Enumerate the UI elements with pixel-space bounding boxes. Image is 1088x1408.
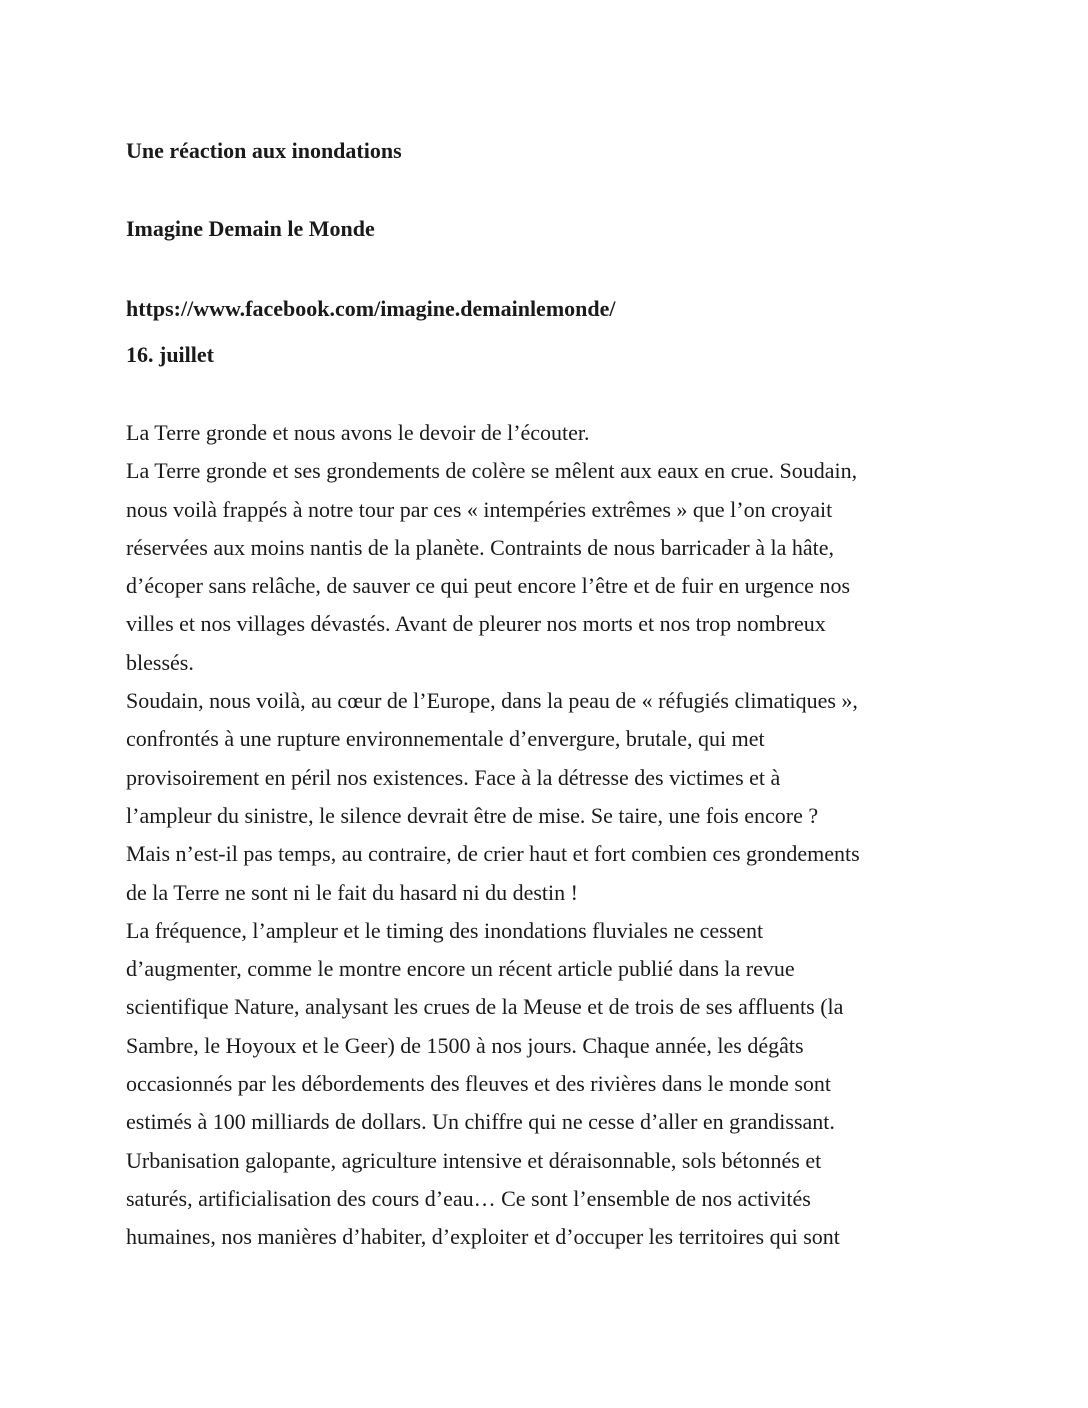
body-line: Mais n’est-il pas temps, au contraire, de crier haut et fort combien ces grondements (126, 841, 860, 867)
document-title: Une réaction aux inondations (126, 138, 402, 163)
document-url: https://www.facebook.com/imagine.demainlemonde/ (126, 296, 616, 321)
body-line: La Terre gronde et nous avons le devoir de l’écouter. (126, 420, 590, 445)
body-line: La Terre gronde et ses grondements de colère se mêlent aux eaux en crue. Soudain, (126, 458, 858, 484)
body-line: d’écoper sans relâche, de sauver ce qui peut encore l’être et de fuir en urgence nos (126, 573, 851, 599)
body-line: d’augmenter, comme le montre encore un récent article publié dans la revue (126, 956, 795, 982)
document-body (126, 414, 966, 1257)
body-line: La fréquence, l’ampleur et le timing des inondations fluviales ne cessent (126, 917, 764, 943)
document-author: Imagine Demain le Monde (126, 216, 375, 241)
body-line: villes et nos villages dévastés. Avant de pleurer nos morts et nos trop nombreux (126, 611, 826, 637)
body-line: provisoirement en péril nos existences. Face à la détresse des victimes et à (126, 764, 781, 790)
body-line: confrontés à une rupture environnementale d’envergure, brutale, qui met (126, 726, 765, 752)
body-line: nous voilà frappés à notre tour par ces « intempéries extrêmes » que l’on croyait (126, 496, 833, 522)
body-line: Sambre, le Hoyoux et le Geer) de 1500 à nos jours. Chaque année, les dégâts (126, 1032, 804, 1058)
body-line: saturés, artificialisation des cours d’eau… Ce sont l’ensemble de nos activités (126, 1185, 811, 1211)
body-line: Soudain, nous voilà, au cœur de l’Europe, dans la peau de « réfugiés climatiques », (126, 688, 858, 714)
body-line: réservées aux moins nantis de la planète. Contraints de nous barricader à la hâte, (126, 534, 835, 560)
body-line: estimés à 100 milliards de dollars. Un chiffre qui ne cesse d’aller en grandissant. (126, 1109, 835, 1135)
body-line: l’ampleur du sinistre, le silence devrait être de mise. Se taire, une fois encore ? (126, 802, 819, 828)
body-line: Urbanisation galopante, agriculture intensive et déraisonnable, sols bétonnés et (126, 1147, 822, 1173)
body-line: humaines, nos manières d’habiter, d’exploiter et d’occuper les territoires qui sont (126, 1224, 840, 1250)
body-line: de la Terre ne sont ni le fait du hasard ni du destin ! (126, 879, 578, 905)
document-date: 16. juillet (126, 342, 214, 367)
body-line: occasionnés par les débordements des fleuves et des rivières dans le monde sont (126, 1071, 832, 1097)
body-line: blessés. (126, 649, 194, 675)
body-line: scientifique Nature, analysant les crues de la Meuse et de trois de ses affluents (la (126, 994, 844, 1020)
